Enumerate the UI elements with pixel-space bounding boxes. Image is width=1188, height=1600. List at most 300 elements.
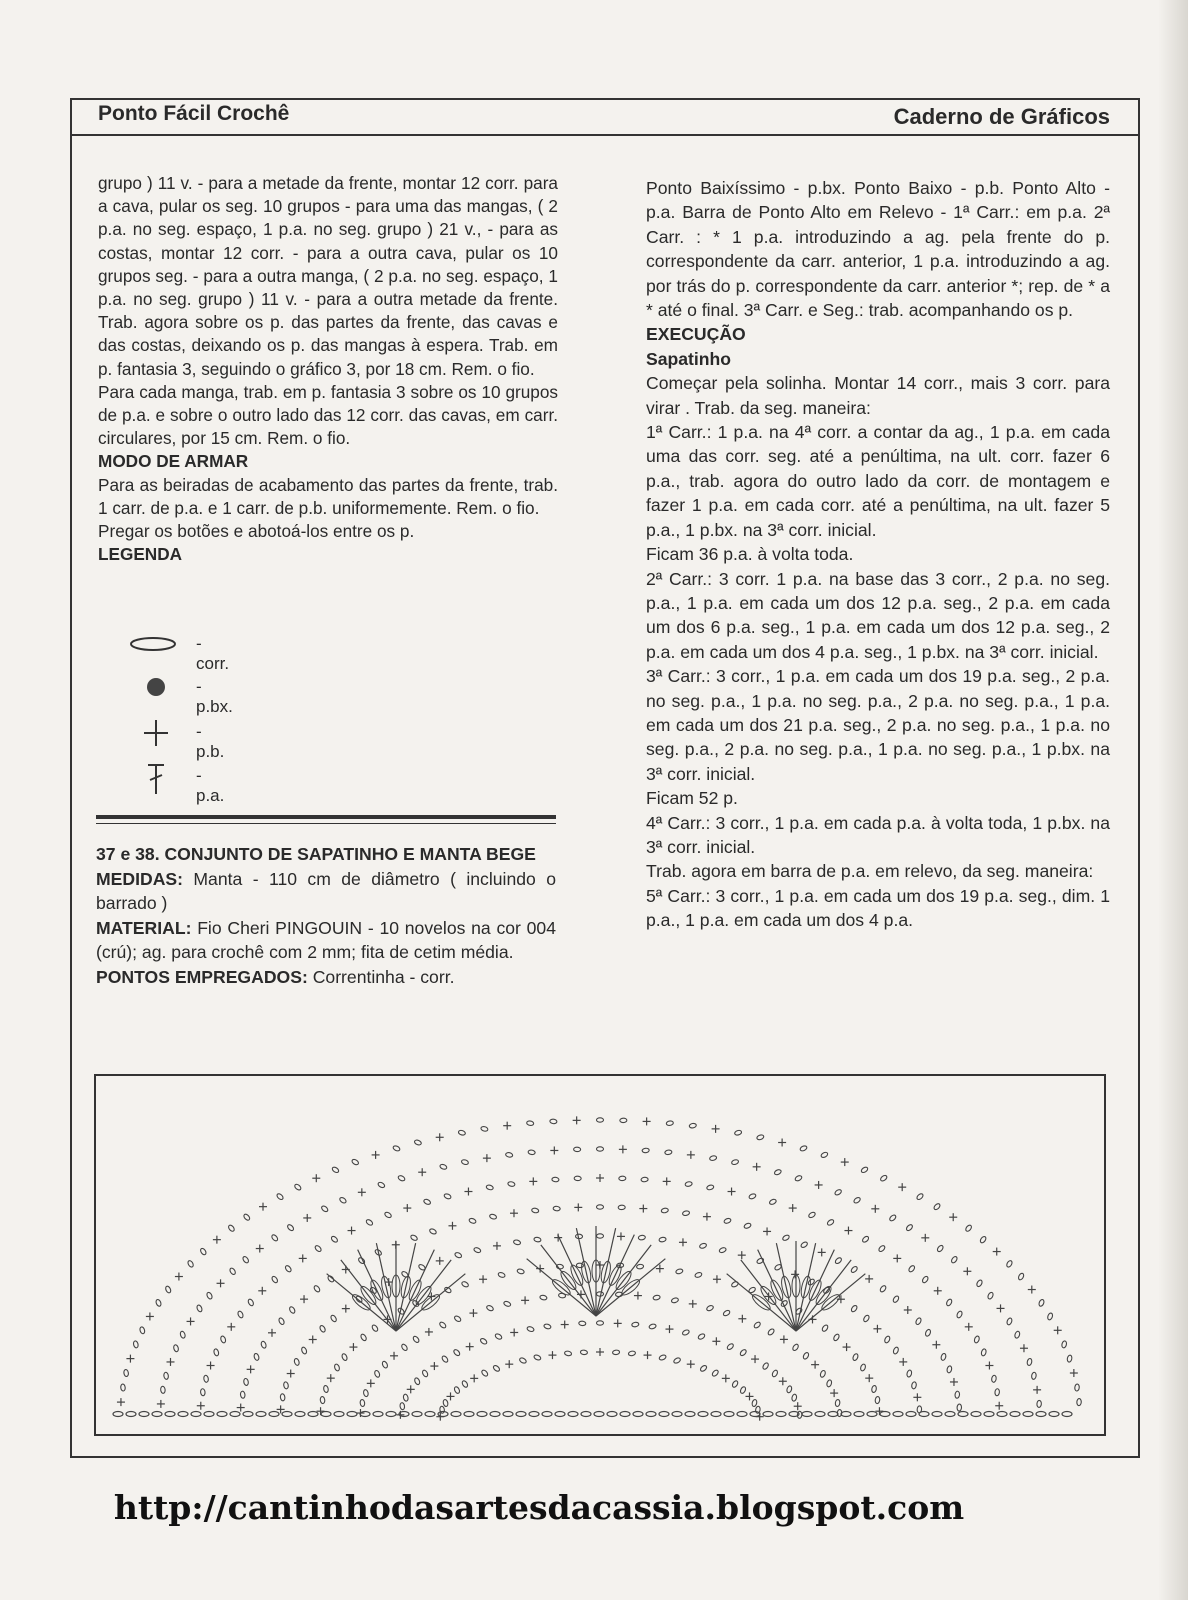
chain-stitch: [284, 1265, 292, 1273]
chain-stitch: [802, 1352, 809, 1360]
chain-stitch: [410, 1234, 418, 1241]
chain-stitch: [120, 1384, 125, 1391]
chain-stitch: [850, 1265, 858, 1273]
chain-stitch: [421, 1369, 428, 1377]
chain-stitch: [774, 1169, 782, 1176]
chain-stitch: [271, 1234, 279, 1242]
chain-stitch: [564, 1351, 572, 1357]
chain-stitch: [711, 1369, 719, 1377]
chain-stitch: [423, 1198, 431, 1205]
chain-stitch: [860, 1363, 867, 1371]
chain-stitch: [453, 1349, 461, 1357]
chain-stitch: [414, 1139, 422, 1146]
chain-stitch: [334, 1412, 344, 1417]
legend-label: - p.a.: [196, 766, 225, 805]
chain-stitch: [723, 1218, 731, 1225]
chain-stitch: [956, 1310, 963, 1318]
chain-stitch: [320, 1396, 325, 1404]
chain-stitch: [579, 1321, 586, 1326]
chain-stitch: [940, 1353, 946, 1361]
chain-stitch: [958, 1412, 968, 1417]
chain-stitch: [516, 1412, 526, 1417]
section-divider-thin: [96, 823, 556, 824]
chain-stitch: [863, 1314, 871, 1322]
chain-stitch: [373, 1412, 383, 1417]
chain-stitch: [347, 1412, 357, 1417]
chain-stitch: [771, 1369, 778, 1377]
ficam36-paragraph: Ficam 36 p.a. à volta toda.: [646, 544, 854, 565]
chain-stitch: [751, 1399, 757, 1407]
chain-stitch: [289, 1306, 296, 1314]
chain-stitch: [441, 1355, 449, 1363]
chain-stitch: [330, 1235, 338, 1243]
chain-stitch: [568, 1412, 578, 1417]
chain-stitch: [439, 1321, 447, 1329]
chain-stitch: [875, 1396, 880, 1404]
chain-stitch: [820, 1370, 827, 1378]
chain-stitch: [672, 1412, 682, 1417]
chain-stitch: [955, 1391, 960, 1398]
chain-stitch: [925, 1329, 932, 1337]
chain-stitch: [269, 1412, 279, 1417]
chain-stitch: [906, 1412, 916, 1417]
chain-stitch: [443, 1193, 451, 1200]
chain-stitch: [797, 1411, 802, 1418]
left-column: [98, 172, 558, 566]
chain-stitch: [454, 1315, 462, 1323]
chain-stitch: [699, 1243, 707, 1249]
chain-stitch: [392, 1145, 400, 1152]
chain-stitch: [237, 1310, 244, 1318]
chain-stitch: [734, 1130, 742, 1136]
chain-stitch: [794, 1175, 802, 1182]
chain-stitch: [1023, 1412, 1033, 1417]
single-crochet-cross-icon: [128, 718, 178, 748]
chain-stitch: [486, 1184, 494, 1190]
chain-stitch: [786, 1385, 792, 1393]
chain-stitch: [381, 1361, 388, 1369]
chain-stitch: [242, 1256, 250, 1264]
chain-stitch: [489, 1214, 497, 1220]
chain-stitch: [597, 1205, 604, 1209]
chain-stitch: [294, 1358, 300, 1366]
chain-stitch: [253, 1353, 259, 1361]
chain-stitch: [932, 1412, 942, 1417]
chain-stitch: [638, 1235, 646, 1240]
chain-stitch: [528, 1150, 536, 1155]
chain-stitch: [165, 1285, 172, 1293]
medidas-line: MEDIDAS: Manta - 110 cm de diâmetro ( incluindo o barrado ): [96, 868, 556, 914]
chain-stitch: [180, 1331, 186, 1339]
chain-stitch: [936, 1244, 944, 1252]
chain-stitch: [260, 1341, 267, 1349]
chain-stitch: [351, 1158, 359, 1165]
chain-stitch: [1038, 1299, 1045, 1307]
chain-stitch: [498, 1272, 506, 1279]
chain-stitch: [377, 1181, 385, 1188]
crochet-chart: [96, 1076, 1104, 1434]
chain-stitch: [139, 1326, 145, 1334]
chain-stitch: [1077, 1398, 1082, 1405]
chain-stitch: [365, 1219, 373, 1227]
legend-label: - p.bx.: [196, 677, 233, 716]
chain-stitch: [283, 1381, 289, 1389]
chain-stitch: [1006, 1260, 1013, 1268]
chain-stitch: [908, 1265, 916, 1273]
chain-stitch: [731, 1159, 739, 1165]
header-divider: [70, 134, 1140, 136]
left-paragraph-2: Para cada manga, trab. em p. fantasia 3 sobre os 10 grupos de p.a. e sobre o outro lado das 12 corr. das cavas, em carr. circulares, por 15 cm. Rem. o fio.: [98, 381, 558, 449]
chain-stitch: [646, 1412, 656, 1417]
chain-stitch: [719, 1247, 727, 1254]
ficam52-paragraph: Ficam 52 p.: [646, 788, 738, 809]
chain-stitch: [503, 1412, 513, 1417]
chain-stitch: [597, 1321, 604, 1325]
chain-stitch: [698, 1412, 708, 1417]
chain-stitch: [229, 1267, 237, 1275]
chain-stitch: [997, 1412, 1007, 1417]
chain-stitch: [726, 1343, 734, 1351]
chain-stitch: [507, 1181, 515, 1187]
chain-stitch: [731, 1380, 738, 1388]
chain-stitch: [889, 1214, 897, 1222]
chain-stitch: [425, 1412, 435, 1417]
left-paragraph-1: grupo ) 11 v. - para a metade da frente, montar 12 corr. para a cava, pular os seg. 10 grupos - para uma das mangas, ( 2 p.a. no seg. espaço, 1 p.a. no seg. grupo ) 21 v., - para as costas, montar 12 corr. - para a outra cava, pular os 10 grupos seg. - para a outra manga, ( 2 p.a. no seg. espaço, 1 p.a. no seg. grupo ) 11 v. - para a outra metade da frente. Trab. agora sobre os p. das partes da frente, das cavas e das costas, deixando os p. das mangas à espera. Trab. em p. fantasia 3, seguindo o gráfico 3, por 18 cm. Rem. o fio.: [98, 173, 558, 379]
chain-stitch: [659, 1412, 669, 1417]
chain-stitch: [574, 1147, 581, 1152]
chain-stitch: [878, 1245, 886, 1253]
chain-stitch: [826, 1219, 834, 1227]
right-paragraph-1: Ponto Baixíssimo - p.bx. Ponto Baixo - p.b. Ponto Alto - p.a. Barra de Ponto Alto em Relevo - 1ª Carr.: em p.a. 2ª Carr. : * 1 p.a. introduzindo a ag. pela frente do p. correspondente da carr. anterior, 1 p.a. introduzindo a ag. por trás do p. correspondente da carr. anterior *; rep. de * a * até o final. 3ª Carr. e Seg.: trab. acompanhando os p.: [646, 178, 1110, 321]
chain-stitch: [371, 1324, 379, 1332]
chain-stitch: [438, 1412, 448, 1417]
chain-stitch: [308, 1412, 318, 1417]
chain-stitch: [400, 1402, 405, 1410]
chain-stitch: [468, 1218, 476, 1225]
comecar-paragraph: Começar pela solinha. Montar 14 corr., mais 3 corr. para virar . Trab. da seg. maneira:: [646, 373, 1110, 418]
chain-stitch: [1006, 1317, 1013, 1325]
chain-stitch: [220, 1335, 226, 1343]
chain-stitch: [505, 1152, 513, 1158]
chain-stitch: [1062, 1412, 1072, 1417]
chain-oval-icon: [128, 630, 178, 660]
chain-stitch: [659, 1237, 667, 1243]
chain-stitch: [612, 1350, 619, 1355]
chain-stitch: [921, 1275, 929, 1283]
chain-stitch: [187, 1260, 194, 1268]
chain-stitch: [782, 1234, 790, 1241]
chain-stitch: [1027, 1358, 1033, 1366]
chain-stitch: [666, 1121, 674, 1126]
chain-stitch: [217, 1412, 227, 1417]
chain-stitch: [453, 1386, 460, 1394]
chain-stitch: [906, 1370, 912, 1378]
chain-stitch: [682, 1329, 690, 1336]
chain-stitch: [550, 1119, 557, 1124]
chain-stitch: [685, 1412, 695, 1417]
chain-stitch: [429, 1228, 437, 1235]
chain-stitch: [808, 1211, 816, 1218]
chain-stitch: [539, 1295, 547, 1301]
chain-stitch: [597, 1147, 604, 1151]
chain-stitch: [879, 1285, 887, 1293]
chain-stitch: [979, 1236, 987, 1244]
chain-stitch: [1014, 1331, 1020, 1339]
page-edge-shadow: [1158, 0, 1188, 1600]
chain-stitch: [139, 1412, 149, 1417]
chain-stitch: [750, 1412, 760, 1417]
chain-stitch: [319, 1325, 326, 1333]
pontos-line: PONTOS EMPREGADOS: Correntinha - corr.: [96, 966, 455, 987]
chain-stitch: [828, 1412, 838, 1417]
chain-stitch: [439, 1406, 444, 1414]
chain-stitch: [675, 1268, 683, 1274]
chain-stitch: [620, 1412, 630, 1417]
chain-stitch: [776, 1412, 786, 1417]
chain-stitch: [763, 1412, 773, 1417]
chain-stitch: [739, 1349, 747, 1357]
chain-stitch: [203, 1375, 209, 1383]
chain-stitch: [360, 1399, 365, 1407]
chain-stitch: [513, 1239, 521, 1245]
chain-stitch: [880, 1174, 888, 1182]
chain-stitch: [384, 1211, 392, 1218]
chain-stitch: [711, 1412, 721, 1417]
chain-stitch: [461, 1281, 469, 1288]
chain-stitch: [227, 1224, 235, 1232]
chain-stitch: [531, 1208, 539, 1214]
chain-stitch: [412, 1335, 420, 1343]
chain-stitch: [386, 1412, 396, 1417]
chain-stitch: [403, 1394, 409, 1402]
pattern-section: [96, 842, 556, 990]
chain-stitch: [861, 1235, 869, 1243]
chain-stitch: [526, 1121, 534, 1126]
chain-stitch: [213, 1348, 219, 1356]
chain-stitch: [835, 1399, 840, 1407]
chain-stitch: [1061, 1340, 1067, 1348]
chain-stitch: [706, 1305, 714, 1312]
chain-stitch: [287, 1224, 295, 1232]
legenda-heading: LEGENDA: [98, 544, 183, 565]
chain-stitch: [243, 1378, 249, 1386]
chain-stitch: [917, 1406, 922, 1413]
chain-stitch: [659, 1354, 667, 1361]
modo-de-armar-heading: MODO DE ARMAR: [98, 451, 249, 472]
chain-stitch: [247, 1298, 254, 1306]
chain-stitch: [633, 1412, 643, 1417]
chain-stitch: [981, 1348, 987, 1356]
chain-stitch: [792, 1343, 800, 1351]
chain-stitch: [243, 1213, 251, 1221]
chain-stitch: [123, 1369, 128, 1377]
section-title: Caderno de Gráficos: [893, 104, 1110, 129]
chain-stitch: [689, 1123, 697, 1129]
chain-stitch: [1049, 1412, 1059, 1417]
chain-stitch: [555, 1412, 565, 1417]
chain-stitch: [503, 1300, 511, 1307]
chain-stitch: [397, 1175, 405, 1182]
chain-stitch: [631, 1322, 639, 1328]
chain-stitch: [682, 1210, 690, 1216]
chain-stitch: [458, 1130, 466, 1136]
chain-stitch: [321, 1412, 331, 1417]
chain-stitch: [439, 1164, 447, 1171]
chain-stitch: [649, 1323, 657, 1329]
chain-stitch: [580, 1350, 587, 1355]
chain-stitch: [280, 1394, 285, 1402]
chain-stitch: [295, 1412, 305, 1417]
chain-stitch: [1047, 1312, 1054, 1320]
chain-stitch: [699, 1364, 707, 1372]
chain-stitch: [739, 1386, 746, 1394]
chain-stitch: [594, 1412, 604, 1417]
chain-stitch: [685, 1181, 693, 1187]
chain-stitch: [473, 1247, 481, 1254]
chain-stitch: [641, 1177, 648, 1182]
chain-stitch: [965, 1224, 973, 1232]
chain-stitch: [480, 1337, 488, 1345]
chain-stitch: [339, 1196, 347, 1204]
footer-url[interactable]: http://cantinhodasartesdacassia.blogspot.com: [113, 1488, 965, 1527]
chain-stitch: [769, 1198, 777, 1205]
chain-stitch: [933, 1203, 941, 1211]
chain-stitch: [574, 1176, 581, 1181]
chain-stitch: [607, 1412, 617, 1417]
chain-stitch: [628, 1351, 636, 1357]
chain-stitch: [155, 1299, 162, 1307]
chain-stitch: [191, 1412, 201, 1417]
chain-stitch: [991, 1375, 997, 1383]
chain-stitch: [911, 1381, 917, 1389]
chain-stitch: [230, 1412, 240, 1417]
chain-stitch: [282, 1412, 292, 1417]
chain-stitch: [834, 1257, 842, 1265]
chain-stitch: [987, 1292, 994, 1300]
right-column: [646, 176, 1110, 933]
chain-stitch: [314, 1245, 322, 1253]
chain-stitch: [957, 1404, 962, 1411]
chain-stitch: [1037, 1400, 1042, 1407]
chain-stitch: [1036, 1412, 1046, 1417]
chain-stitch: [737, 1412, 747, 1417]
chain-stitch: [481, 1369, 489, 1377]
chain-stitch: [791, 1394, 797, 1402]
chain-stitch: [753, 1321, 761, 1329]
chain-stitch: [553, 1206, 560, 1211]
chain-stitch: [199, 1247, 207, 1255]
chain-stitch: [178, 1412, 188, 1417]
chain-stitch: [984, 1412, 994, 1417]
chain-stitch: [256, 1412, 266, 1417]
chain-stitch: [529, 1412, 539, 1417]
carr1-paragraph: 1ª Carr.: 1 p.a. na 4ª corr. a contar da ag., 1 p.a. em cada uma das corr. seg. até a penúltima, na ult. corr. fazer 6 p.a., trab. agora do outro lado da corr. de montagem e fazer 1 p.a. em cada corr. até a penúltima, na ult. fazer 5 p.a., 1 p.bx. na 3ª corr. inicial.: [646, 422, 1110, 540]
chain-stitch: [271, 1275, 279, 1283]
chain-stitch: [619, 1176, 626, 1181]
chain-stitch: [892, 1295, 900, 1303]
chain-stitch: [950, 1256, 958, 1264]
chain-stitch: [243, 1412, 253, 1417]
chain-stitch: [552, 1177, 559, 1182]
chain-stitch: [748, 1193, 756, 1200]
chain-stitch: [815, 1412, 825, 1417]
chain-stitch: [374, 1370, 381, 1378]
chain-stitch: [767, 1328, 775, 1336]
carr4-paragraph: 4ª Carr.: 3 corr., 1 p.a. em cada p.a. à volta toda, 1 p.bx. na 3ª corr. inicial.: [646, 812, 1110, 857]
chain-stitch: [893, 1412, 903, 1417]
chain-stitch: [762, 1362, 770, 1370]
chain-stitch: [490, 1412, 500, 1417]
chain-stitch: [946, 1365, 952, 1373]
chain-stitch: [517, 1268, 525, 1274]
chain-stitch: [976, 1279, 983, 1287]
chain-stitch: [802, 1412, 812, 1417]
chain-stitch: [946, 1298, 953, 1306]
chain-stitch: [837, 1409, 842, 1416]
chain-stitch: [743, 1222, 751, 1229]
chain-stitch: [1067, 1355, 1073, 1363]
carr5-paragraph: 5ª Carr.: 3 corr., 1 p.a. em cada um dos 19 p.a. seg., dim. 1 p.a., 1 p.a. em cada um dos 4 p.a.: [646, 885, 1110, 931]
chain-stitch: [165, 1412, 175, 1417]
chain-stitch: [673, 1357, 681, 1364]
chain-stitch: [196, 1304, 203, 1312]
chain-stitch: [834, 1189, 842, 1196]
sapatinho-heading: Sapatinho: [646, 348, 732, 369]
chain-stitch: [443, 1399, 449, 1407]
chain-stitch: [294, 1183, 302, 1191]
chain-stitch: [360, 1412, 370, 1417]
chain-stitch: [323, 1385, 329, 1393]
chain-stitch: [722, 1309, 730, 1316]
chain-stitch: [697, 1333, 705, 1340]
chain-stitch: [916, 1193, 924, 1201]
chain-stitch: [893, 1346, 900, 1354]
chain-stitch: [731, 1281, 739, 1288]
chain-stitch: [820, 1151, 828, 1158]
chain-stitch: [163, 1372, 169, 1380]
chain-stitch: [519, 1357, 527, 1364]
chain-stitch: [461, 1159, 469, 1165]
chain-stitch: [860, 1166, 868, 1174]
pregar-text: Pregar os botões e abotoá-los entre os p.: [98, 521, 415, 542]
chain-stitch: [200, 1388, 205, 1395]
legend-label: - p.b.: [196, 722, 225, 761]
chain-stitch: [341, 1353, 348, 1361]
chain-stitch: [884, 1335, 891, 1343]
chain-stitch: [454, 1252, 462, 1259]
chain-stitch: [401, 1343, 409, 1351]
chain-stitch: [871, 1385, 877, 1393]
magazine-title: Ponto Fácil Crochê: [98, 102, 290, 125]
chain-stitch: [800, 1241, 808, 1249]
chain-stitch: [1017, 1272, 1024, 1280]
chain-stitch: [841, 1412, 851, 1417]
slip-stitch-dot-icon: [128, 673, 178, 703]
chain-stitch: [867, 1412, 877, 1417]
chain-stitch: [642, 1148, 649, 1153]
chain-stitch: [821, 1324, 829, 1332]
chain-stitch: [133, 1340, 139, 1348]
pattern-title: 37 e 38. CONJUNTO DE SAPATINHO E MANTA BEGE: [96, 844, 536, 864]
chain-stitch: [597, 1118, 604, 1122]
carr3-paragraph: 3ª Carr.: 3 corr., 1 p.a. em cada um dos 19 p.a. seg., 2 p.a. no seg. p.a., 1 p.a. no seg. p.a., 2 p.a. no seg. p.a., 1 p.a. em cada um dos 21 p.a. seg., 2 p.a. no seg. p.a., 1 p.a. no seg. p.a., 2 p.a. no seg. p.a., 1 p.a. no seg. p.a., 1 p.bx. na 3ª corr. inicial.: [646, 666, 1110, 784]
chain-stitch: [414, 1377, 421, 1385]
carr2-paragraph: 2ª Carr.: 3 corr. 1 p.a. na base das 3 corr., 2 p.a. no seg. p.a., 1 p.a. em cada um dos 12 p.a. seg., 2 p.a. em cada um dos 6 p.a. seg., 1 p.a. em cada um dos 12 p.a. seg., 2 p.a. em cada um dos 4 p.a. seg., 1 p.bx. na 3ª corr. inicial.: [646, 568, 1110, 662]
chain-stitch: [853, 1196, 861, 1204]
chain-stitch: [671, 1297, 679, 1303]
execucao-heading: EXECUÇÃO: [646, 324, 746, 345]
chain-stitch: [826, 1379, 832, 1387]
